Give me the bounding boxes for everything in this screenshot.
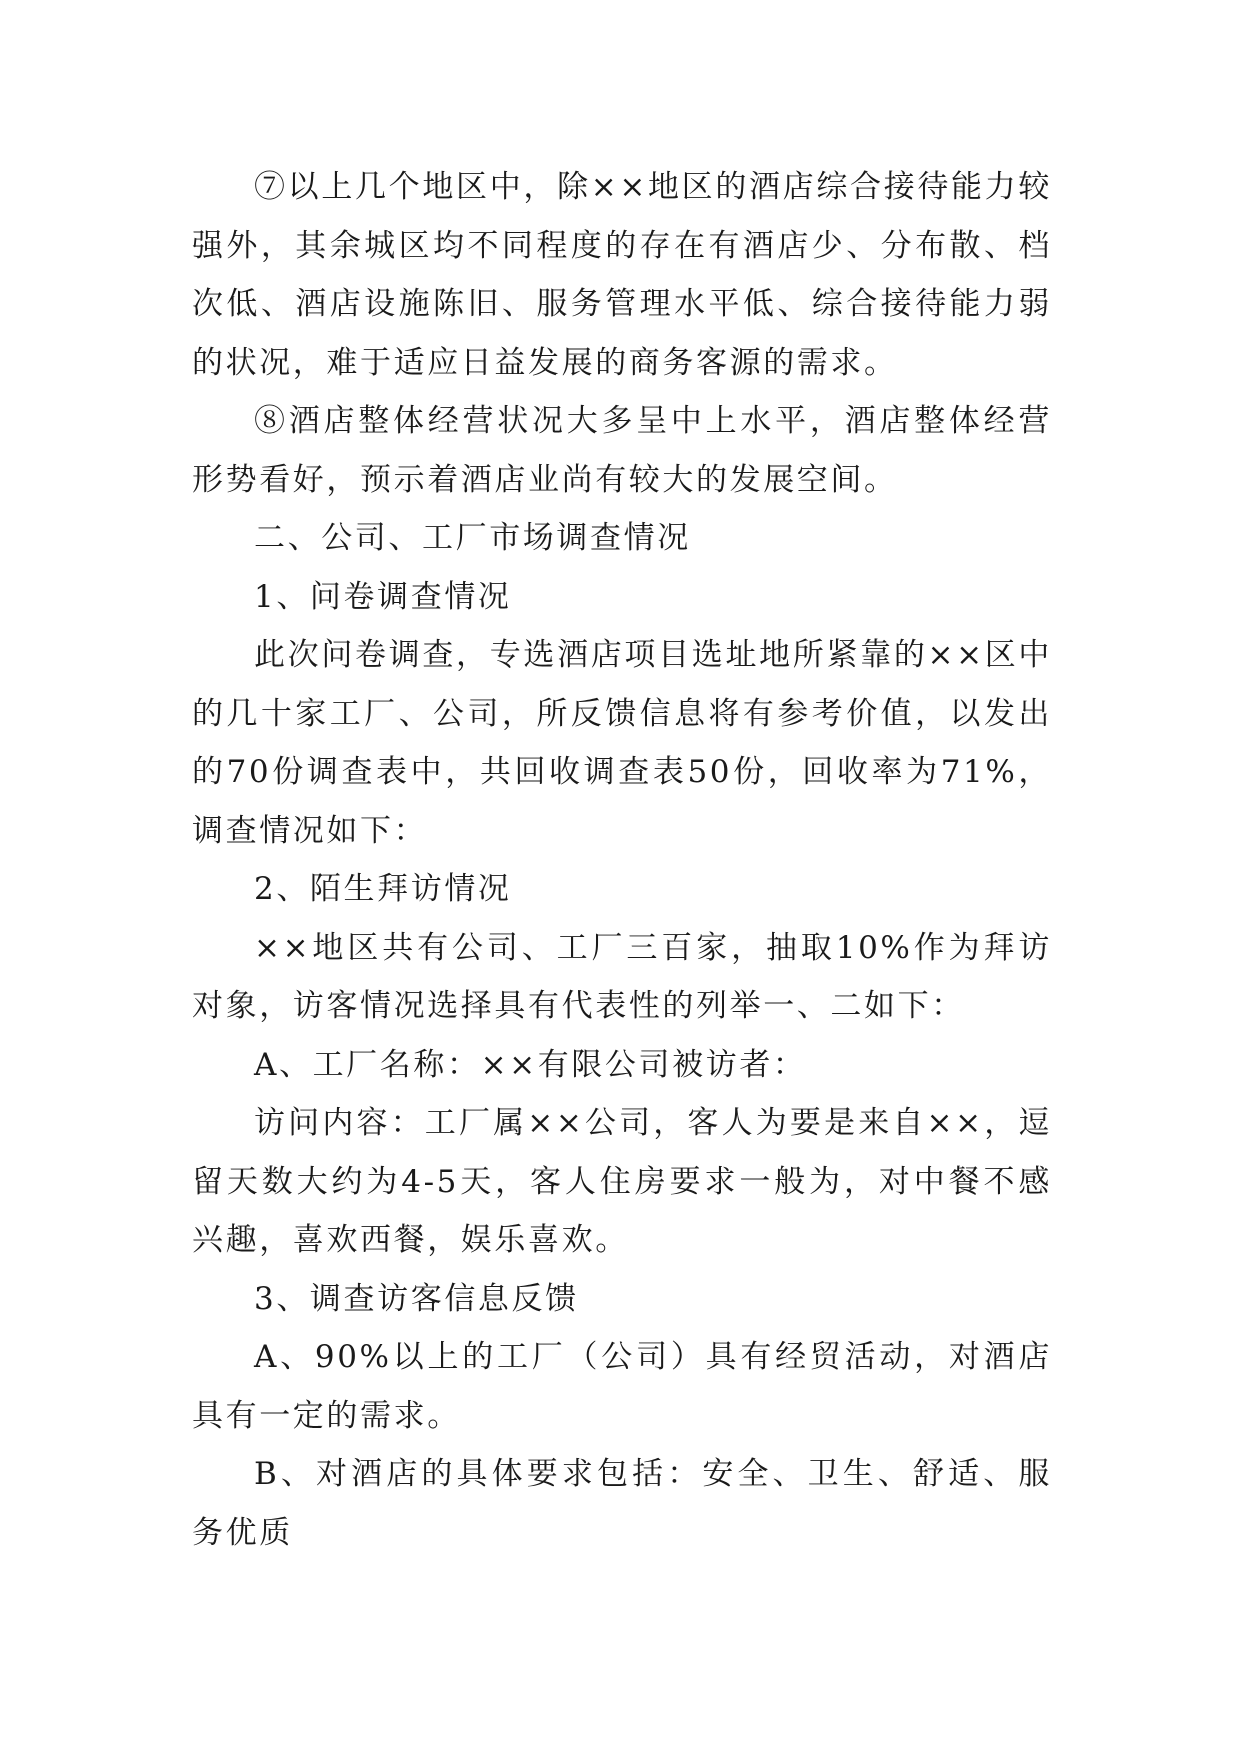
paragraph-cold-visit: ××地区共有公司、工厂三百家，抽取10%作为拜访对象，访客情况选择具有代表性的列举一、二如下：: [192, 929, 1052, 1024]
paragraph-questionnaire: 此次问卷调查，专选酒店项目选址地所紧靠的××区中的几十家工厂、公司，所反馈信息将有参考价值，以发出的70份调查表中，共回收调查表50份，回收率为71%，调查情况如下：: [192, 637, 1052, 849]
section-heading-market-survey: 二、公司、工厂市场调查情况: [254, 520, 691, 556]
subheading-cold-visit: 2、陌生拜访情况: [254, 871, 512, 907]
paragraph-feedback-b: B、对酒店的具体要求包括：安全、卫生、舒适、服务优质: [192, 1456, 1052, 1551]
paragraph-hotel-capacity: ⑦以上几个地区中，除××地区的酒店综合接待能力较强外，其余城区均不同程度的存在有酒店少、分布散、档次低、酒店设施陈旧、服务管理水平低、综合接待能力弱的状况，难于适应日益发展的商务客源的需求。: [192, 169, 1052, 381]
paragraph-factory-name: A、工厂名称：××有限公司被访者：: [254, 1046, 807, 1083]
subheading-feedback: 3、调查访客信息反馈: [254, 1280, 579, 1317]
paragraph-visit-content: 访问内容：工厂属××公司，客人为要是来自××，逗留天数大约为4-5天，客人住房要求一般为，对中餐不感兴趣，喜欢西餐，娱乐喜欢。: [192, 1105, 1052, 1258]
paragraph-feedback-a: A、90%以上的工厂（公司）具有经贸活动，对酒店具有一定的需求。: [192, 1339, 1052, 1434]
paragraph-hotel-outlook: ⑧酒店整体经营状况大多呈中上水平，酒店整体经营形势看好，预示着酒店业尚有较大的发展空间。: [192, 403, 1052, 498]
document-body: [192, 158, 1052, 1562]
subheading-questionnaire: 1、问卷调查情况: [254, 578, 512, 615]
